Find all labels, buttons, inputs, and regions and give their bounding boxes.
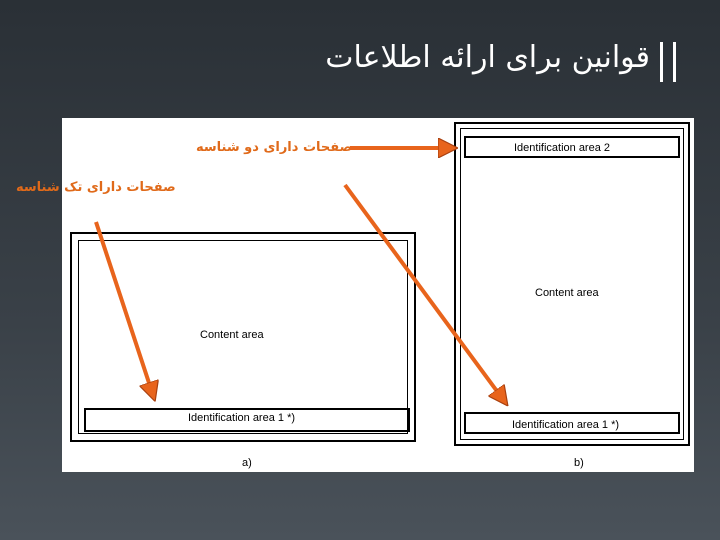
panel-b-content-label: Content area <box>535 287 599 299</box>
panel-a-caption: a) <box>242 457 252 469</box>
panel-a-content-label: Content area <box>200 329 264 341</box>
panel-b-caption: b) <box>574 457 584 469</box>
panel-b-id1-label: Identification area 1 *) <box>512 419 620 431</box>
panel-b-inner <box>460 128 684 440</box>
annotation-one-id: صفحات دارای تک شناسه <box>16 180 176 195</box>
slide-title: قوانین برای ارائه اطلاعات <box>325 40 650 75</box>
title-bar-icon <box>660 42 676 82</box>
figure <box>62 118 694 472</box>
panel-a-id-label: Identification area 1 *) <box>188 412 296 424</box>
panel-b-id2-label: Identification area 2 <box>514 142 611 154</box>
annotation-two-ids: صفحات دارای دو شناسه <box>196 140 353 155</box>
